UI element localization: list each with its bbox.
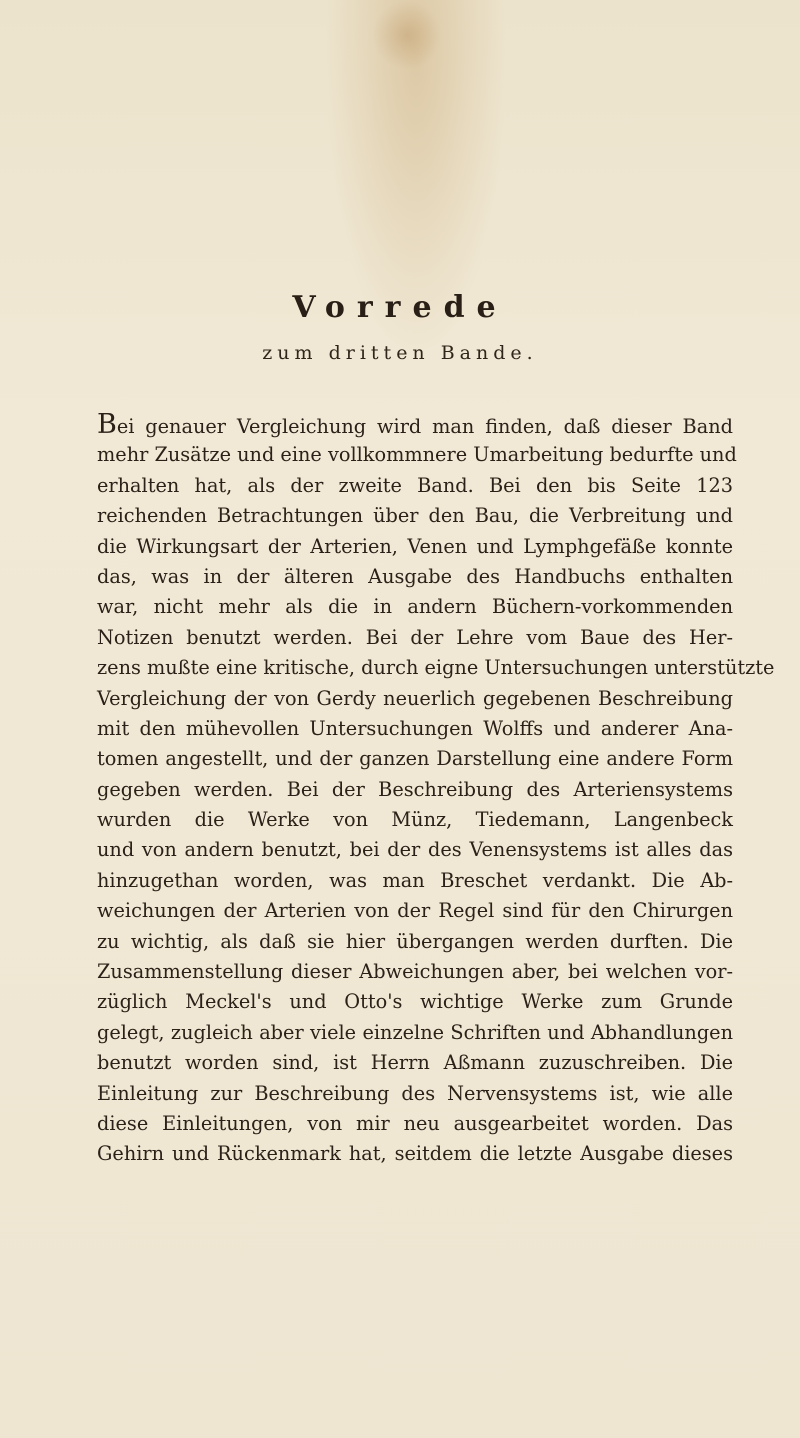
text-line: Vergleichung der von Gerdy neuerlich gegebenen Beschreibung <box>97 686 733 710</box>
text-line: Bei genauer Vergleichung wird man finden, daß dieser Band <box>97 409 733 440</box>
text-line: Gehirn und Rückenmark hat, seitdem die letzte Ausgabe dieses <box>97 1142 733 1166</box>
text-line: wurden die Werke von Münz, Tiedemann, Langenbeck <box>97 808 733 832</box>
text-line: zens mußte eine kritische, durch eigne Untersuchungen unterstützte <box>97 656 775 680</box>
text-line: war, nicht mehr als die in andern Büchern-vorkommenden <box>97 595 733 619</box>
text-line: mehr Zusätze und eine vollkommnere Umarbeitung bedurfte und <box>97 443 737 467</box>
text-line: gegeben werden. Bei der Beschreibung des Arteriensystems <box>97 777 733 801</box>
text-line: hinzugethan worden, was man Breschet verdankt. Die Ab- <box>97 868 733 892</box>
text-line: zu wichtig, als daß sie hier übergangen werden durften. Die <box>97 929 733 953</box>
text-line: diese Einleitungen, von mir neu ausgearbeitet worden. Das <box>97 1111 733 1135</box>
text-line: Einleitung zur Beschreibung des Nervensystems ist, wie alle <box>97 1081 733 1105</box>
text-line: benutzt worden sind, ist Herrn Aßmann zuzuschreiben. Die <box>97 1051 733 1075</box>
text-line: weichungen der Arterien von der Regel sind für den Chirurgen <box>97 899 733 923</box>
page-subtitle: zum dritten Bande. <box>262 342 538 364</box>
text-line: das, was in der älteren Ausgabe des Handbuchs enthalten <box>97 564 733 588</box>
preface-body <box>97 409 775 1170</box>
text-line: tomen angestellt, und der ganzen Darstellung eine andere Form <box>97 747 733 771</box>
text-line: und von andern benutzt, bei der des Venensystems ist alles das <box>97 838 733 862</box>
text-line: mit den mühevollen Untersuchungen Wolffs und anderer Ana- <box>97 716 733 740</box>
text-line: erhalten hat, als der zweite Band. Bei den bis Seite 123 <box>97 473 733 497</box>
text-line: reichenden Betrachtungen über den Bau, die Verbreitung und <box>97 504 733 528</box>
text-line: Zusammenstellung dieser Abweichungen aber, bei welchen vor- <box>97 960 733 984</box>
text-line: züglich Meckel's und Otto's wichtige Werke zum Grunde <box>97 990 733 1014</box>
text-line: gelegt, zugleich aber viele einzelne Schriften und Abhandlungen <box>97 1020 733 1044</box>
text-line: die Wirkungsart der Arterien, Venen und Lymphgefäße konnte <box>97 534 733 558</box>
page-title: Vorrede <box>292 290 508 325</box>
text-line: Notizen benutzt werden. Bei der Lehre vom Baue des Her- <box>97 625 733 649</box>
paper-stain <box>372 0 442 70</box>
